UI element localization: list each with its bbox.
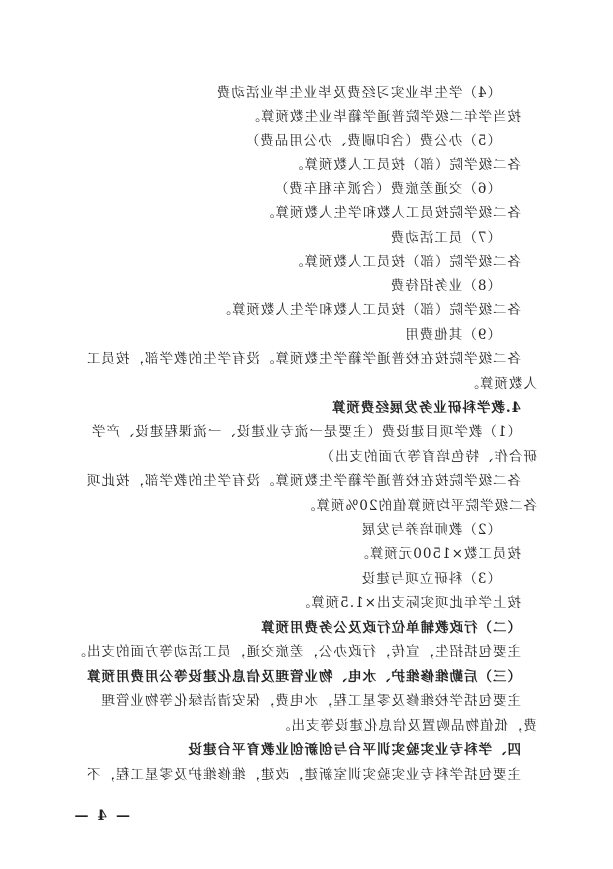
section-heading: （三）后勤维修维护、水电、物业管理及信息化建设等公用费用预算 [86, 669, 521, 685]
text-line: 按上学年此项实际支出×1.5预算。 [295, 595, 521, 611]
section-heading: 4.教学科研业务发展经费预算 [330, 400, 521, 416]
text-line: 各二级学院平均预算值的20%预算。 [300, 498, 537, 514]
text-line: 各二级学院按员工人数和学生人数预算。 [260, 205, 521, 221]
text-line: （5）办公费（含印刷费、办公用品费） [244, 133, 501, 149]
page-number: — 4 — [72, 808, 130, 824]
text-line: 研合作、特色培育等方面的支出） [319, 449, 537, 465]
text-line: 主要包括学校维修及零星工程，水电费，保安清洁绿化等物业管理 [100, 693, 521, 709]
text-line: 各二级学院（部）按员工人数预算。 [289, 254, 521, 270]
text-line: 各二级学院按在校普通学籍学生数预算。没有学生的教学部，按员工 [86, 351, 521, 367]
text-line: （7）员工活动费 [389, 230, 501, 246]
text-line: （2）教师培养与发展 [360, 522, 501, 538]
text-line: （9）其他费用 [404, 327, 501, 343]
section-heading: （二）行政教辅单位行政及公务费用预算 [260, 620, 521, 636]
text-line: 主要包括招生，宣传，行政办公，差旅交通，员工活动等方面的支出。 [71, 644, 521, 660]
text-line: 各二级学院（部）按员工人数和学生人数预算。 [216, 302, 521, 318]
text-line: 主要包括学科专业实验实训室新建，改建，维修维护及零星工程，不 [86, 767, 521, 783]
text-line: 各二级学院（部）按员工人数预算。 [289, 157, 521, 173]
text-line: （1）教学项目建设费（主要是一流专业建设、一流课程建设、产学 [90, 424, 521, 440]
text-line: 人数预算。 [464, 376, 537, 392]
text-line: （4）学生毕业实习经费及毕业生毕业活动费 [215, 85, 501, 101]
text-line: 费，低值物品购置及信息化建设等支出。 [276, 718, 537, 734]
text-line: （3）科研立项与建设 [360, 571, 501, 587]
text-line: 按当学年二级学院普通学籍毕业生数预算。 [245, 109, 521, 125]
text-line: 按员工数×1500元预算。 [354, 546, 521, 562]
section-heading: 四、学科专业实验实训平台与创新创业教育平台建设 [187, 742, 521, 758]
text-line: （8）业务招待费 [389, 278, 501, 294]
text-line: 各二级学院按在校普通学籍学生数预算。没有学生的教学部，按此项 [86, 473, 521, 489]
text-line: （6）交通差旅费（含派车租车费） [273, 181, 501, 197]
